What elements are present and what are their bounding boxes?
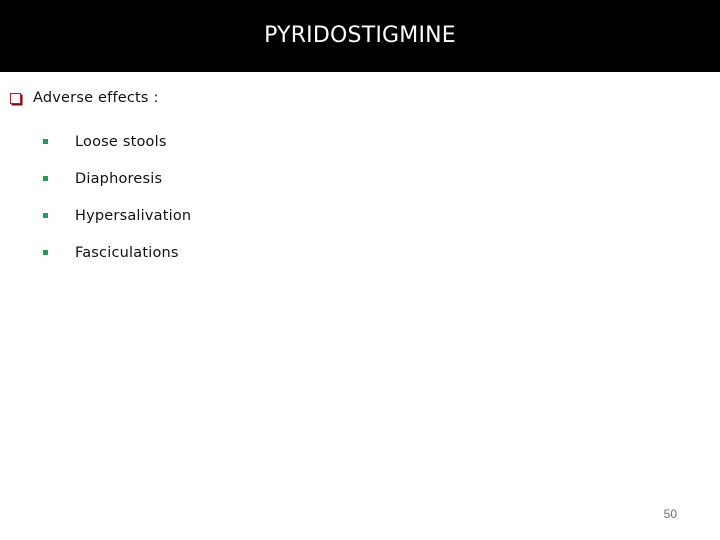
slide-title: PYRIDOSTIGMINE xyxy=(264,23,456,48)
square-bullet-icon xyxy=(43,213,48,218)
square-bullet-icon xyxy=(43,139,48,144)
list-item-text: Hypersalivation xyxy=(75,207,192,224)
list-item xyxy=(43,197,191,234)
checkbox-bullet-icon xyxy=(10,93,21,104)
page-number: 50 xyxy=(663,507,677,521)
adverse-effects-list xyxy=(43,123,191,271)
square-bullet-icon xyxy=(43,176,48,181)
adverse-effects-heading xyxy=(10,87,159,109)
list-item-text: Loose stools xyxy=(75,133,167,150)
list-item-text: Diaphoresis xyxy=(75,170,163,187)
square-bullet-icon xyxy=(43,250,48,255)
list-item xyxy=(43,160,191,197)
list-item-text: Fasciculations xyxy=(75,244,179,261)
list-item xyxy=(43,234,191,271)
list-item xyxy=(43,123,191,160)
title-bar xyxy=(0,0,720,72)
heading-text: Adverse effects : xyxy=(33,90,159,106)
